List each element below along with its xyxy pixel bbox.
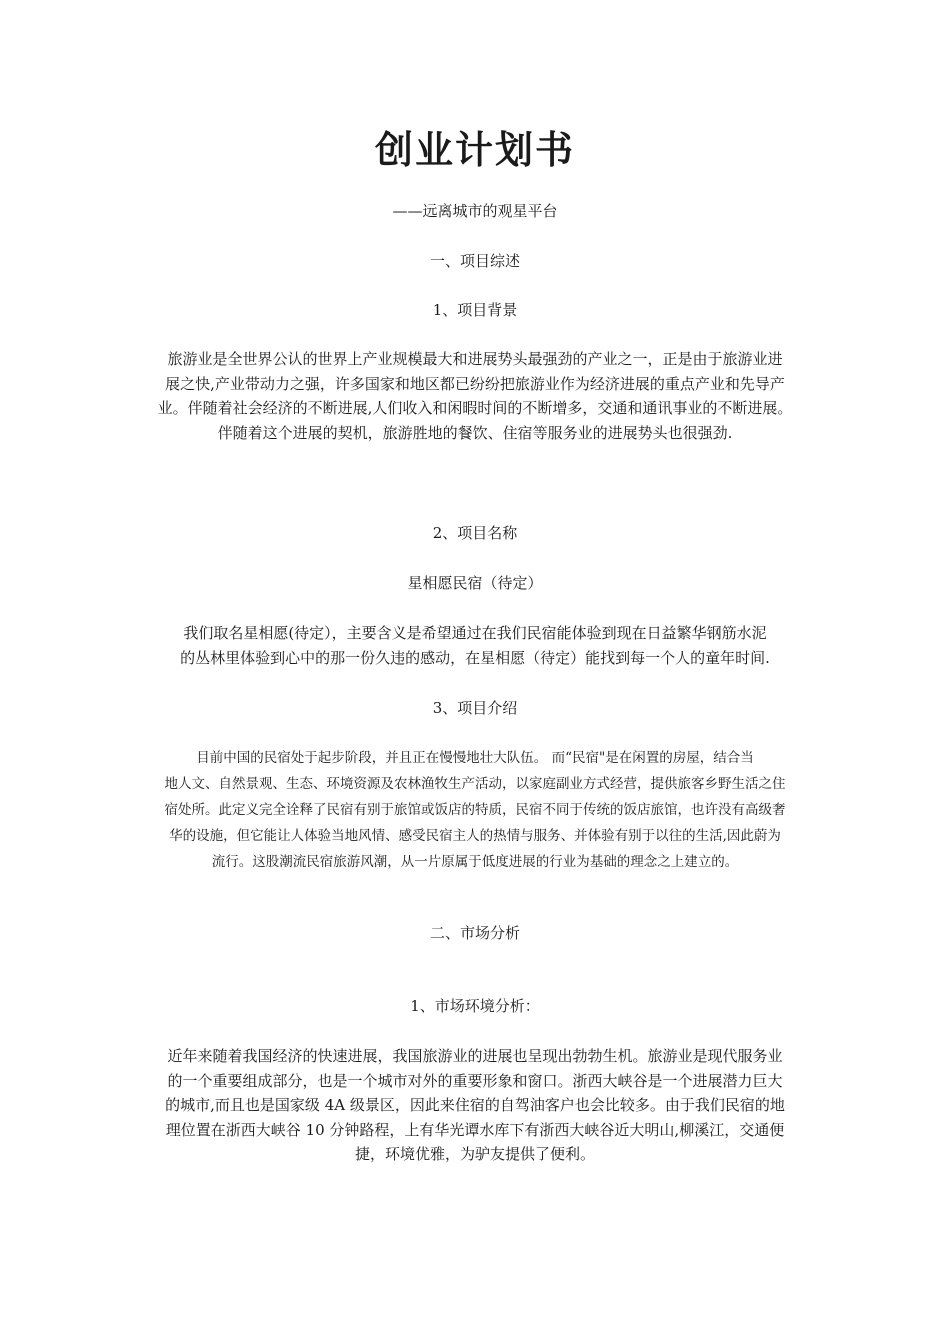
paragraph-line: 华的设施，但它能让人体验当地风情、感受民宿主人的热情与服务、并体验有别于以往的生活,因此蔚为 xyxy=(169,828,781,844)
paragraph-line: 的城市,而且也是国家级 4A 级景区，因此来住宿的自驾油客户也会比较多。由于我们民宿的地 xyxy=(165,1096,785,1114)
paragraph-line: 的丛林里体验到心中的那一份久违的感动，在星相愿（待定）能找到每一个人的童年时间. xyxy=(180,648,770,667)
subheading-project-name: 2、项目名称 xyxy=(432,524,518,542)
paragraph-line: 目前中国的民宿处于起步阶段，并且正在慢慢地壮大队伍。 而“民宿"是在闲置的房屋，结合当 xyxy=(196,750,754,766)
subheading-project-background: 1、项目背景 xyxy=(432,301,518,319)
paragraph-line: 理位置在浙西大峡谷 10 分钟路程，上有华光谭水库下有浙西大峡谷近大明山,柳溪江，交通便 xyxy=(165,1120,785,1139)
subheading-project-intro: 3、项目介绍 xyxy=(432,699,518,717)
paragraph-project-background xyxy=(135,347,815,445)
paragraph-line: 宿处所。此定义完全诠释了民宿有别于旅馆或饭店的特质，民宿不同于传统的饭店旅馆，也许没有高级奢 xyxy=(164,802,786,818)
document-subtitle: ——远离城市的观星平台 xyxy=(392,202,558,220)
paragraph-line: 旅游业是全世界公认的世界上产业规模最大和进展势头最强劲的产业之一，正是由于旅游业进 xyxy=(167,350,783,368)
paragraph-project-name xyxy=(135,621,815,670)
section-heading-market: 二、市场分析 xyxy=(429,924,520,942)
paragraph-line: 展之快,产业带动力之强，许多国家和地区都已纷纷把旅游业作为经济进展的重点产业和先导产 xyxy=(165,374,785,393)
paragraph-line: 捷，环境优雅，为驴友提供了便利。 xyxy=(354,1145,595,1163)
subheading-market-environment: 1、市场环境分析： xyxy=(410,997,540,1015)
paragraph-line: 流行。这股潮流民宿旅游风潮，从一片原属于低度进展的行业为基础的理念之上建立的。 xyxy=(211,854,739,870)
paragraph-line: 业。伴随着社会经济的不断进展,人们收入和闲暇时间的不断增多，交通和通讯事业的不断进展。 xyxy=(157,399,793,417)
paragraph-line: 伴随着这个进展的契机，旅游胜地的餐饮、住宿等服务业的进展势头也很强劲. xyxy=(217,423,733,442)
paragraph-line: 近年来随着我国经济的快速进展，我国旅游业的进展也呈现出勃勃生机。旅游业是现代服务业 xyxy=(167,1047,783,1065)
section-heading-overview: 一、项目综述 xyxy=(429,252,520,270)
paragraph-line: 我们取名星相愿(待定），主要含义是希望通过在我们民宿能体验到现在日益繁华钢筋水泥 xyxy=(183,624,767,642)
paragraph-project-intro xyxy=(135,745,815,875)
paragraph-line: 地人文、自然景观、生态、环境资源及农林渔牧生产活动，以家庭副业方式经营，提供旅客乡野生活之住 xyxy=(164,776,786,792)
document-title: 创业计划书 xyxy=(374,128,575,172)
paragraph-market-environment xyxy=(135,1044,815,1167)
paragraph-line: 的一个重要组成部分，也是一个城市对外的重要形象和窗口。浙西大峡谷是一个进展潜力巨大 xyxy=(167,1071,783,1090)
project-name-value: 星相愿民宿（待定） xyxy=(407,574,543,592)
